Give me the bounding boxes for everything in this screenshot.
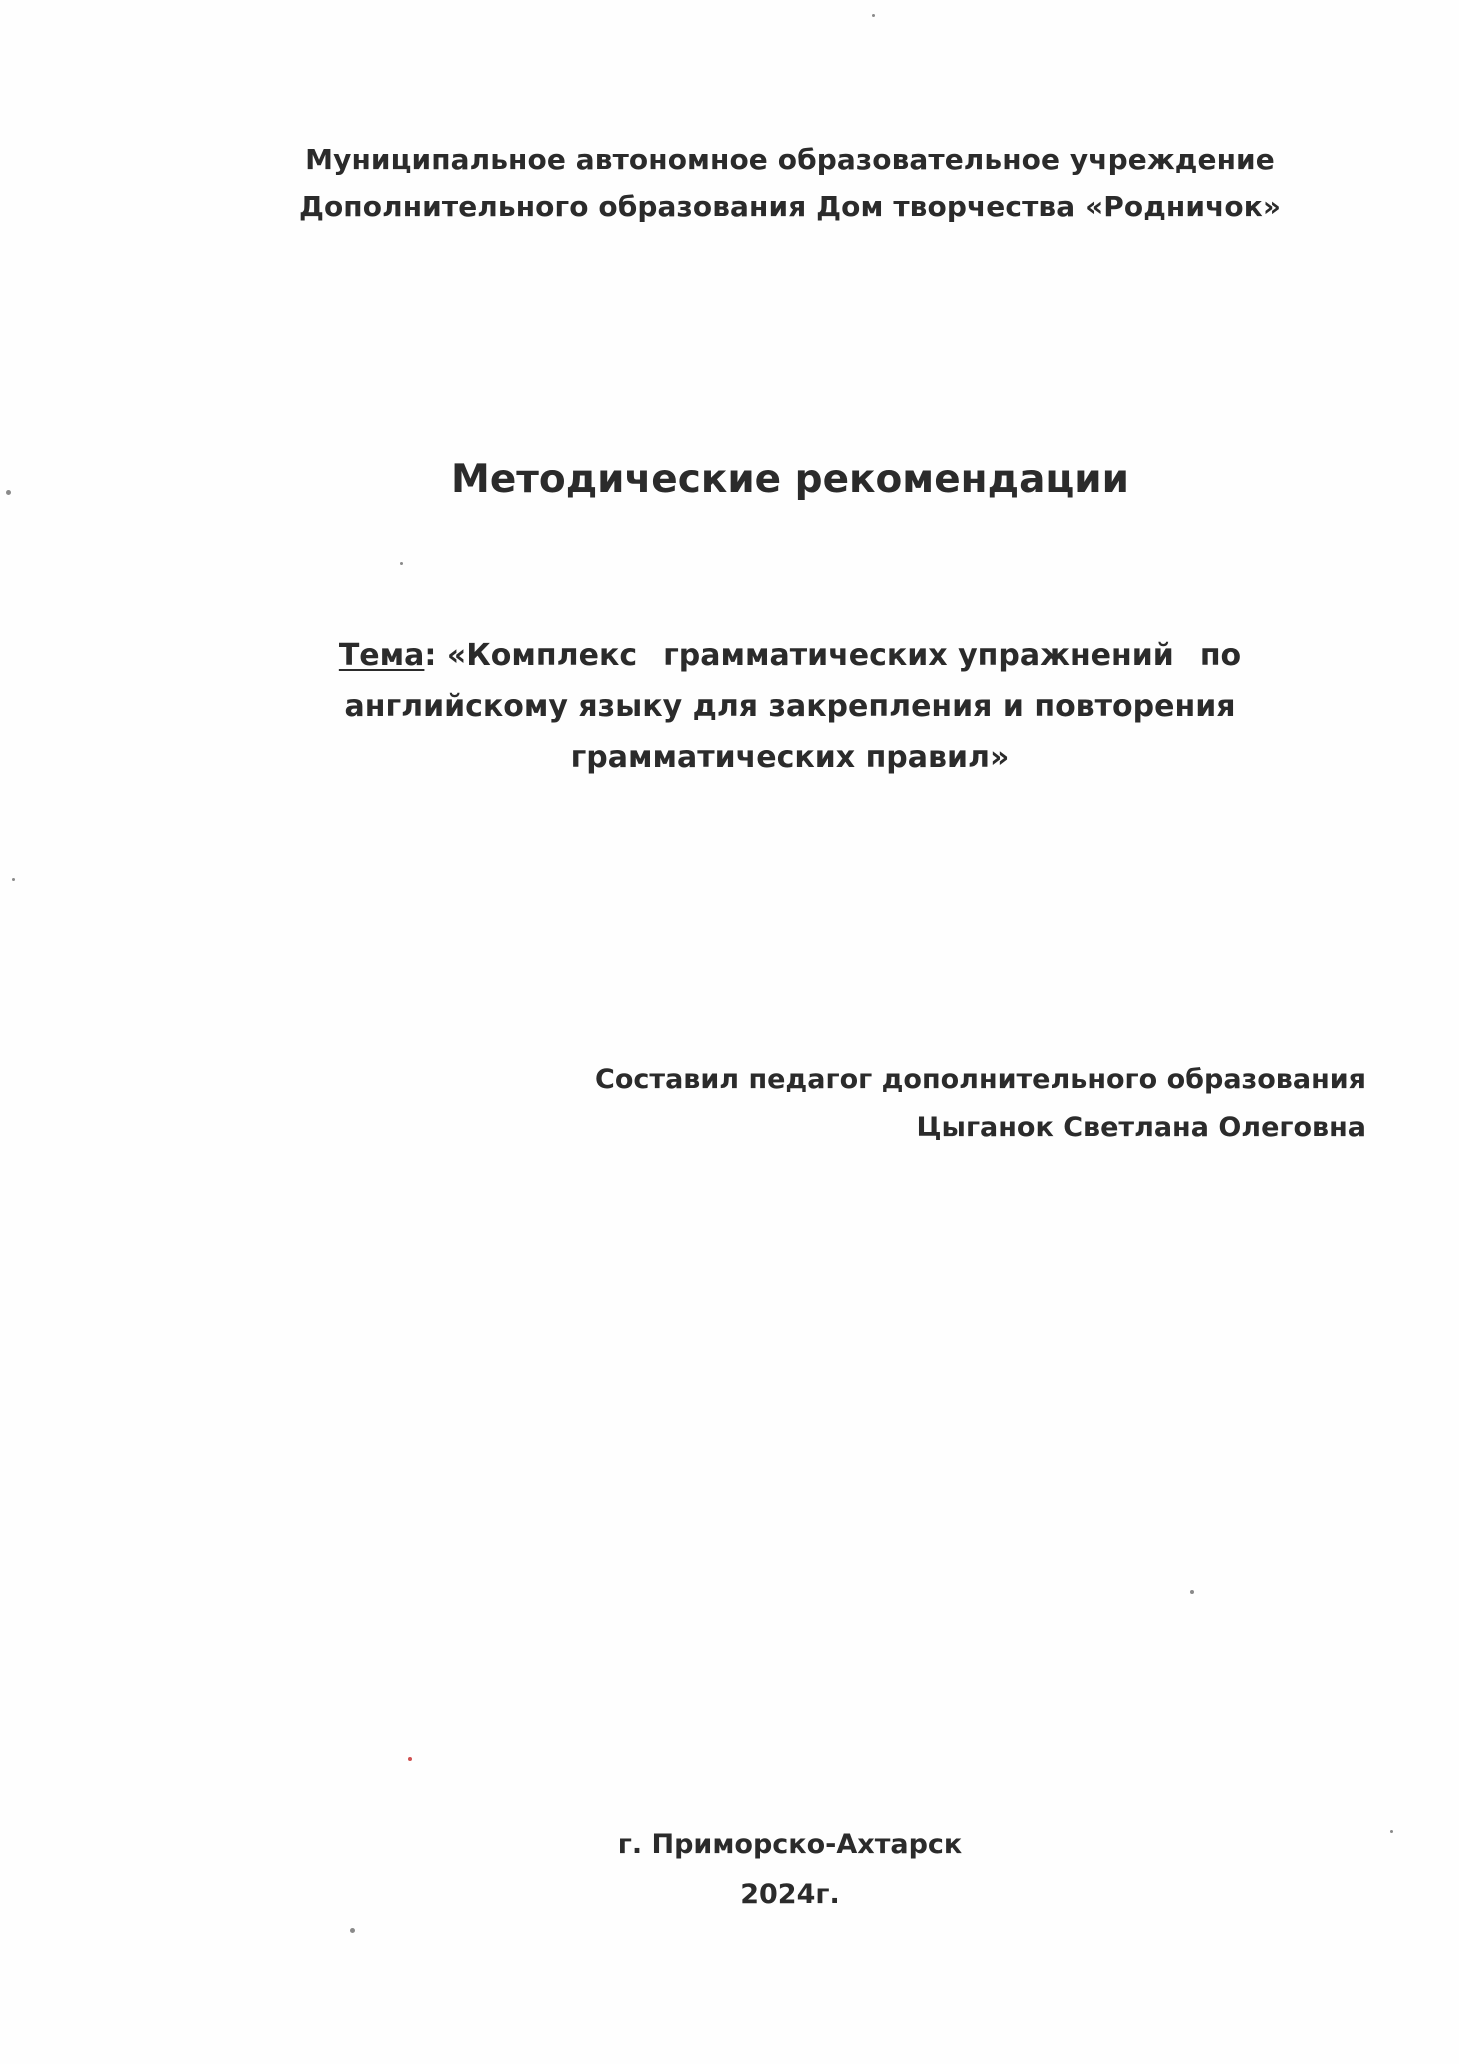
topic-block <box>200 630 1380 783</box>
topic-label: Тема <box>338 638 425 673</box>
scan-speck <box>1390 1830 1393 1833</box>
institution-line-2: Дополнительного образования Дом творчества «Родничок» <box>298 190 1282 223</box>
author-role: Составил педагог дополнительного образования <box>595 1064 1366 1095</box>
scan-speck <box>6 490 11 495</box>
institution-name <box>200 136 1380 230</box>
author-block <box>595 1056 1366 1152</box>
document-title: Методические рекомендации <box>451 457 1129 502</box>
footer-city: г. Приморско-Ахтарск <box>617 1829 963 1860</box>
topic-line-2: английскому языку для закрепления и повторения <box>344 689 1236 724</box>
scan-speck <box>872 14 875 17</box>
topic-text-1b: грамматических упражнений <box>663 638 1174 673</box>
topic-line-1: Тема: «Комплекс грамматических упражнений по <box>338 638 1242 673</box>
scan-speck <box>400 562 403 565</box>
footer-year: 2024г. <box>740 1879 840 1910</box>
topic-text-1c: по <box>1199 638 1242 673</box>
topic-line-3: грамматических правил» <box>570 740 1010 775</box>
scan-speck <box>12 878 15 881</box>
institution-line-1: Муниципальное автономное образовательное учреждение <box>305 143 1275 176</box>
scan-speck <box>1190 1590 1194 1594</box>
author-name: Цыганок Светлана Олеговна <box>916 1112 1366 1143</box>
topic-text-1a: «Комплекс <box>446 638 638 673</box>
scan-speck <box>350 1928 355 1933</box>
footer-block <box>200 1820 1380 1920</box>
scan-speck <box>408 1757 412 1761</box>
